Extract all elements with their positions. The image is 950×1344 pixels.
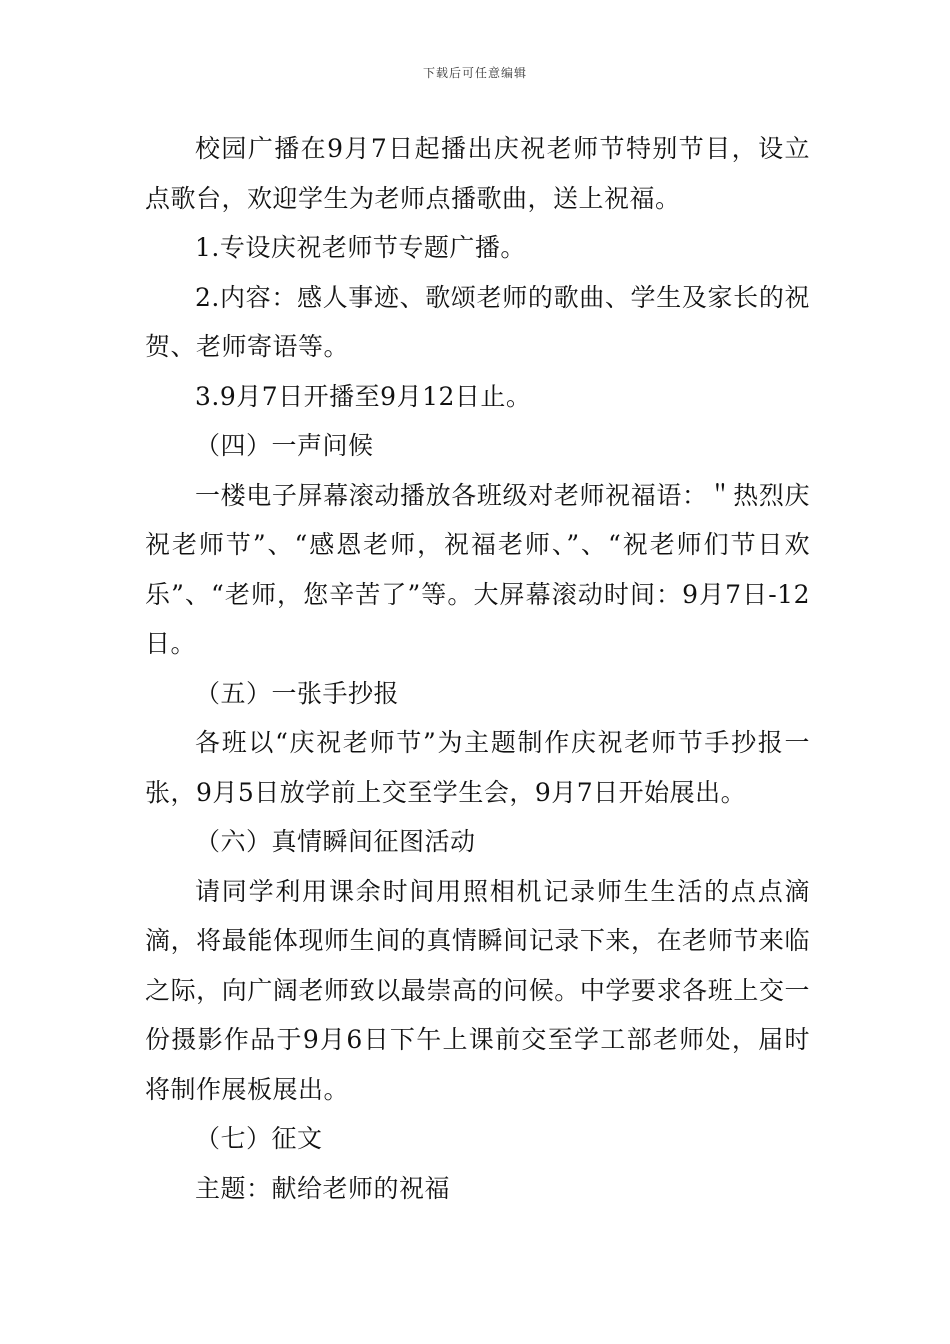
section-heading-5: （五）一张手抄报 [195,678,400,708]
document-body [145,124,810,1213]
section-heading-7: （七）征文 [195,1124,323,1153]
list-item-2: 2.内容：感人事迹、歌颂老师的歌曲、学生及家长的祝贺、老师寄语等。 [145,282,810,361]
paragraph-newspaper: 各班以“庆祝老师节”为主题制作庆祝老师节手抄报一张，9月5日放学前上交至学生会，9月7日开始展出。 [145,728,810,807]
paragraph-essay-theme: 主题：献给老师的祝福 [195,1173,451,1203]
page-header: 下载后可任意编辑 [422,66,527,80]
section-heading-6: （六）真情瞬间征图活动 [195,827,476,856]
section-heading-4: （四）一声问候 [195,431,374,460]
list-item-3: 3.9月7日开播至9月12日止。 [195,381,532,411]
paragraph-broadcast-intro: 校园广播在9月7日起播出庆祝老师节特别节目，设立点歌台，欢迎学生为老师点播歌曲，送上祝福。 [145,134,810,213]
paragraph-greeting: 一楼电子屏幕滚动播放各班级对老师祝福语：＂热烈庆祝老师节”、“感恩老师，祝福老师、”、“祝老师们节日欢乐”、“老师，您辛苦了”等。大屏幕滚动时间：9月7日-12日。 [145,480,810,658]
list-item-1: 1.专设庆祝老师节专题广播。 [195,233,526,262]
paragraph-photo-contest: 请同学利用课余时间用照相机记录师生生活的点点滴滴，将最能体现师生间的真情瞬间记录下来，在老师节来临之际，向广阔老师致以最崇高的问候。中学要求各班上交一份摄影作品于9月6日下午上课前交至学工部老师处，届时将制作展板展出。 [145,876,810,1104]
